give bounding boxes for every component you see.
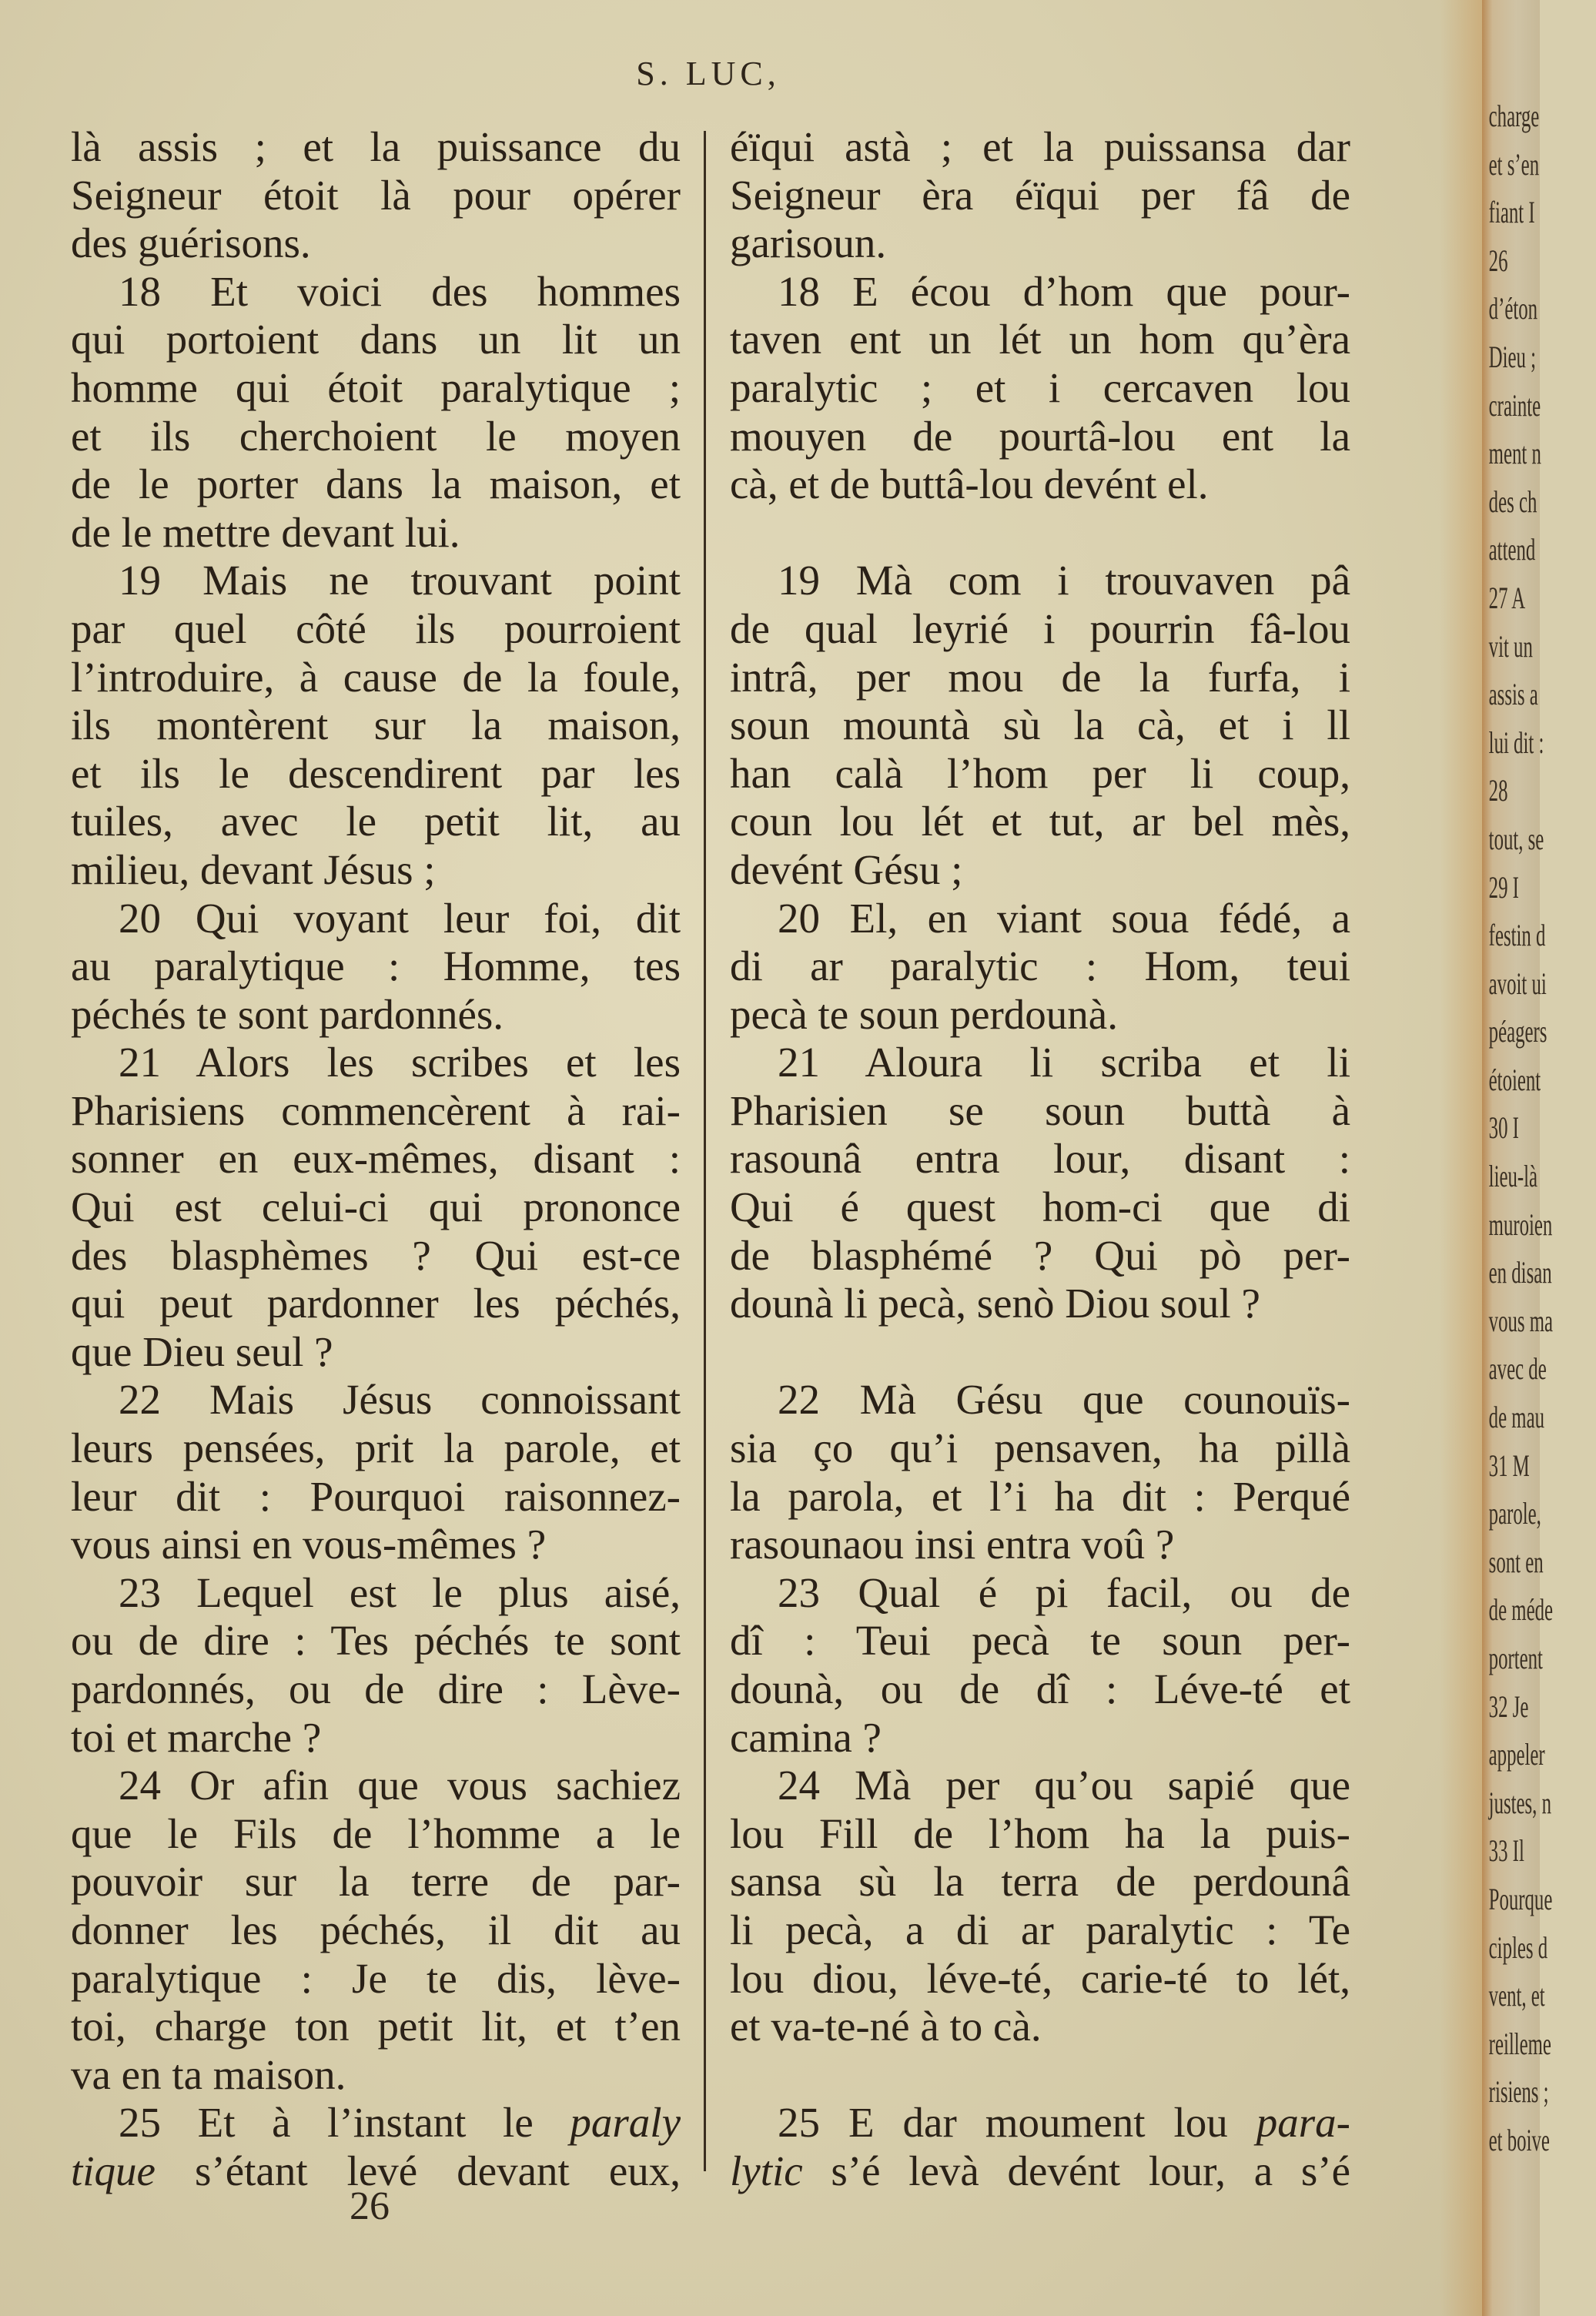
text-line — [71, 509, 681, 557]
line-text: et ils cherchoient le moyen — [71, 412, 681, 460]
adjacent-page-fragment: vit un — [1488, 628, 1533, 664]
italic-word: tique — [71, 2147, 156, 2194]
line-text: han calà l’hom per li coup, — [730, 749, 1350, 797]
line-text: ils montèrent sur la maison, — [71, 701, 681, 749]
line-text: milieu, devant Jésus ; — [71, 845, 436, 893]
line-text: Qui é quest hom-ci que di — [730, 1183, 1350, 1231]
line-text: rasounâ entra lour, disant : — [730, 1135, 1350, 1183]
adjacent-page-fragment: lui dit : — [1488, 725, 1544, 760]
line-text: va en ta maison. — [71, 2050, 346, 2098]
text-line — [730, 557, 1350, 605]
line-text: pecà te soun perdounà. — [730, 990, 1118, 1038]
text-line — [71, 268, 681, 316]
line-text: sia ço qu’i pensaven, ha pillà — [730, 1424, 1350, 1472]
line-text: Seigneur étoit là pour opérer — [71, 171, 681, 219]
text-line — [730, 1473, 1350, 1521]
text-line — [71, 1521, 681, 1569]
text-line — [730, 364, 1350, 413]
text-line — [71, 750, 681, 798]
adjacent-page-fragment: 26 — [1488, 243, 1508, 278]
text-line — [730, 701, 1350, 750]
text-line — [730, 460, 1350, 509]
text-line — [730, 1039, 1350, 1087]
line-text: 23 Qual é pi facil, ou de — [778, 1568, 1350, 1616]
text-line — [71, 1328, 681, 1377]
text-line — [71, 1665, 681, 1714]
adjacent-page-fragment: Dieu ; — [1488, 339, 1536, 374]
line-text: et va-te-né à to cà. — [730, 2003, 1042, 2050]
line-text: là assis ; et la puissance du — [71, 123, 681, 170]
line-text: toi et marche ? — [71, 1713, 322, 1761]
line-text: des guérisons. — [71, 219, 311, 267]
text-line — [730, 1424, 1350, 1473]
line-text: devént Gésu ; — [730, 845, 963, 893]
text-line — [71, 701, 681, 750]
line-text: toi, charge ton petit lit, et t’en — [71, 2003, 681, 2050]
text-line — [71, 1810, 681, 1859]
text-line — [730, 172, 1350, 220]
adjacent-page-fragment: tout, se — [1488, 821, 1544, 856]
text-line — [71, 1858, 681, 1906]
italic-word: lytic — [730, 2147, 803, 2194]
text-line — [730, 2147, 1350, 2196]
adjacent-page-fragment: vent, et — [1488, 1978, 1545, 2013]
line-text: dounà li pecà, senò Diou soul ? — [730, 1280, 1260, 1327]
text-line — [71, 1280, 681, 1328]
line-text: Pharisien se soun buttà à — [730, 1086, 1350, 1134]
line-text: di ar paralytic : Hom, teui — [730, 942, 1350, 990]
adjacent-page-fragment: appeler — [1488, 1737, 1545, 1772]
line-text: 20 Qui voyant leur foi, dit — [119, 894, 681, 942]
text-line — [730, 316, 1350, 364]
adjacent-page-fragment: ciples d — [1488, 1929, 1548, 1965]
adjacent-page-fragment: 29 I — [1488, 869, 1519, 905]
line-text: qui peut pardonner les péchés, — [71, 1280, 681, 1327]
line-text: 22 Mais Jésus connoissant — [119, 1376, 681, 1424]
adjacent-page-fragment: des ch — [1488, 484, 1537, 519]
text-line — [71, 991, 681, 1039]
text-line — [730, 1665, 1350, 1714]
line-text: par quel côté ils pourroient — [71, 604, 681, 652]
text-line — [730, 1569, 1350, 1618]
text-line — [71, 413, 681, 461]
italic-word: para- — [1256, 2099, 1350, 2147]
line-text: pouvoir sur la terre de par- — [71, 1858, 681, 1906]
line-text: li pecà, a di ar paralytic : Te — [730, 1906, 1350, 1953]
line-text: pardonnés, ou de dire : Lève- — [71, 1665, 681, 1712]
adjacent-page-fragment: 31 M — [1488, 1448, 1530, 1483]
line-text: 20 El, en viant soua fédé, a — [778, 894, 1350, 942]
text-line — [71, 1376, 681, 1424]
line-text: rasounaou insi entra voû ? — [730, 1521, 1175, 1568]
text-line — [71, 1906, 681, 1955]
line-text: Qui est celui-ci qui prononce — [71, 1183, 681, 1231]
line-text: éïqui astà ; et la puissansa dar — [730, 123, 1350, 170]
line-text: que Dieu seul ? — [71, 1327, 333, 1375]
line-text: lou diou, léve-té, carie-té to lét, — [730, 1954, 1350, 2002]
adjacent-page-fragment: vous ma — [1488, 1303, 1554, 1338]
text-line — [71, 798, 681, 846]
text-line — [71, 895, 681, 943]
adjacent-page-fragment: risiens ; — [1488, 2074, 1549, 2110]
text-line — [730, 895, 1350, 943]
text-line — [730, 846, 1350, 895]
text-line — [730, 1955, 1350, 2003]
text-line — [71, 1955, 681, 2003]
text-line — [730, 654, 1350, 702]
text-line — [71, 557, 681, 605]
text-line — [71, 1183, 681, 1232]
text-line — [730, 219, 1350, 268]
text-line — [730, 1183, 1350, 1232]
adjacent-page-fragment: péagers — [1488, 1014, 1547, 1049]
line-text: que le Fils de l’homme a le — [71, 1809, 681, 1857]
line-text: de qual leyrié i pourrin fâ-lou — [730, 604, 1350, 652]
line-text: cà, et de buttâ-lou devént el. — [730, 460, 1209, 508]
line-text: des blasphèmes ? Qui est-ce — [71, 1231, 681, 1279]
line-text: 19 Mais ne trouvant point — [119, 557, 681, 604]
adjacent-page-fragment: et boive — [1488, 2122, 1550, 2157]
line-text: de le mettre devant lui. — [71, 508, 460, 556]
line-text: donner les péchés, il dit au — [71, 1906, 681, 1953]
line-text: 21 Alors les scribes et les — [119, 1039, 681, 1086]
line-text: Seigneur èra éïqui per fâ de — [730, 171, 1350, 219]
line-text: 24 Mà per qu’ou sapié que — [778, 1762, 1350, 1809]
line-text: péchés te sont pardonnés. — [71, 990, 504, 1038]
adjacent-page-fragment: avec de — [1488, 1351, 1547, 1387]
line-text: taven ent un lét un hom qu’èra — [730, 316, 1350, 363]
french-column — [71, 123, 681, 2196]
adjacent-page-text — [1482, 92, 1596, 2165]
text-line — [730, 1280, 1350, 1328]
running-head: S. LUC, — [636, 55, 781, 92]
adjacent-page-fragment: 30 I — [1488, 1110, 1519, 1146]
text-line — [71, 123, 681, 172]
line-text: intrâ, per mou de la furfa, i — [730, 653, 1350, 701]
blank-line — [730, 2051, 1350, 2100]
line-text: dî : Teui pecà te soun per- — [730, 1617, 1350, 1665]
text-line — [730, 123, 1350, 172]
text-line — [730, 1521, 1350, 1569]
text-line — [71, 654, 681, 702]
adjacent-page-fragment: 27 A — [1488, 580, 1526, 615]
line-text: camina ? — [730, 1713, 882, 1761]
line-text: la parola, et l’i ha dit : Perqué — [730, 1472, 1350, 1520]
adjacent-page-fragment: de mau — [1488, 1400, 1544, 1435]
adjacent-page-fragment: assis a — [1488, 677, 1538, 712]
line-text: leurs pensées, prit la parole, et — [71, 1424, 681, 1472]
adjacent-page-fragment: sont en — [1488, 1544, 1544, 1579]
adjacent-page-fragment: 33 Il — [1488, 1833, 1524, 1869]
adjacent-page-fragment: lieu-là — [1488, 1159, 1538, 1194]
page-number: 26 — [350, 2184, 390, 2228]
text-line — [71, 219, 681, 268]
text-line — [71, 1232, 681, 1280]
line-text: au paralytique : Homme, tes — [71, 942, 681, 990]
line-text: sonner en eux-mêmes, disant : — [71, 1135, 681, 1183]
text-line — [71, 1714, 681, 1762]
line-text: tuiles, avec le petit lit, au — [71, 798, 681, 845]
text-line — [730, 1714, 1350, 1762]
blank-line — [730, 1328, 1350, 1377]
text-line — [730, 991, 1350, 1039]
text-line — [71, 1569, 681, 1618]
adjacent-page-fragment: et s’en — [1488, 146, 1540, 182]
line-text: homme qui étoit paralytique ; — [71, 363, 681, 411]
text-line — [71, 1424, 681, 1473]
line-text: de blasphémé ? Qui pò per- — [730, 1231, 1350, 1279]
line-text: s’é levà devént lour, a s’é — [802, 2147, 1350, 2194]
text-line — [71, 2003, 681, 2051]
adjacent-page-fragment: justes, n — [1488, 1785, 1551, 1820]
text-line — [71, 1617, 681, 1665]
line-text: paralytic ; et i cercaven lou — [730, 363, 1350, 411]
adjacent-page-fragment: ment n — [1488, 436, 1541, 471]
line-text: et ils le descendirent par les — [71, 749, 681, 797]
adjacent-page-fragment: reilleme — [1488, 2026, 1551, 2061]
italic-word: paraly — [570, 2099, 681, 2147]
text-line — [730, 1617, 1350, 1665]
line-text: 18 E écou d’hom que pour- — [778, 267, 1350, 315]
line-text: de le porter dans la maison, et — [71, 460, 681, 508]
text-line — [730, 1135, 1350, 1183]
line-text: vous ainsi en vous-mêmes ? — [71, 1521, 547, 1568]
line-text: dounà, ou de dî : Léve-té et — [730, 1665, 1350, 1712]
line-text: 21 Aloura li scriba et li — [778, 1039, 1350, 1086]
text-line — [730, 942, 1350, 991]
adjacent-page-fragment: fiant I — [1488, 195, 1535, 230]
line-text: lou Fill de l’hom ha la puis- — [730, 1809, 1350, 1857]
line-text: 23 Lequel est le plus aisé, — [119, 1568, 681, 1616]
line-text: 19 Mà com i trouvaven pâ — [778, 557, 1350, 604]
line-text: coun lou lét et tut, ar bel mès, — [730, 798, 1350, 845]
adjacent-page-fragment: d’éton — [1488, 291, 1538, 326]
line-text: 18 Et voici des hommes — [119, 267, 681, 315]
text-line — [71, 605, 681, 654]
adjacent-page-fragment: attend — [1488, 532, 1536, 567]
line-text: 25 E dar moument lou — [778, 2099, 1256, 2147]
text-line — [71, 460, 681, 509]
text-line — [730, 413, 1350, 461]
line-text: 25 Et à l’instant le — [119, 2099, 570, 2147]
adjacent-page-fragment: en disan — [1488, 1255, 1552, 1290]
line-text: 22 Mà Gésu que counouïs- — [778, 1376, 1350, 1424]
text-line — [730, 1232, 1350, 1280]
adjacent-page-fragment: muroien — [1488, 1207, 1553, 1242]
adjacent-page-fragment: festin d — [1488, 918, 1546, 953]
line-text: paralytique : Je te dis, lève- — [71, 1954, 681, 2002]
text-line — [71, 942, 681, 991]
text-line — [730, 2099, 1350, 2147]
adjacent-page-fragment: de méde — [1488, 1592, 1553, 1628]
line-text: mouyen de pourtâ-lou ent la — [730, 412, 1350, 460]
text-line — [71, 846, 681, 895]
text-line — [71, 172, 681, 220]
text-line — [71, 1087, 681, 1136]
blank-line — [730, 509, 1350, 557]
text-line — [730, 1858, 1350, 1906]
text-line — [71, 2099, 681, 2147]
text-line — [71, 1473, 681, 1521]
text-line — [730, 2003, 1350, 2051]
adjacent-page-fragment: Pourque — [1488, 1881, 1553, 1916]
text-line — [71, 2051, 681, 2100]
text-line — [730, 268, 1350, 316]
adjacent-page-fragment: parole, — [1488, 1496, 1541, 1531]
line-text: Pharisiens commencèrent à rai- — [71, 1086, 681, 1134]
text-line — [730, 1087, 1350, 1136]
adjacent-page-fragment: avoit ui — [1488, 966, 1547, 1001]
nissart-column — [730, 123, 1350, 2196]
column-divider — [704, 131, 706, 2171]
text-line — [71, 1135, 681, 1183]
text-line — [71, 364, 681, 413]
adjacent-page-fragment: étoient — [1488, 1062, 1541, 1097]
text-line — [730, 798, 1350, 846]
text-line — [730, 605, 1350, 654]
line-text: ou de dire : Tes péchés te sont — [71, 1617, 681, 1665]
text-line — [71, 1762, 681, 1810]
text-line — [730, 750, 1350, 798]
text-line — [71, 1039, 681, 1087]
line-text: soun mountà sù la cà, et i ll — [730, 701, 1350, 749]
line-text: s’étant levé devant eux, — [155, 2147, 681, 2194]
adjacent-page-fragment: charge — [1488, 99, 1540, 133]
line-text: garisoun. — [730, 219, 887, 267]
text-line — [730, 1376, 1350, 1424]
line-text: 24 Or afin que vous sachiez — [119, 1762, 681, 1809]
line-text: leur dit : Pourquoi raisonnez- — [71, 1472, 681, 1520]
adjacent-page-fragment: crainte — [1488, 387, 1541, 423]
line-text: sansa sù la terra de perdounâ — [730, 1858, 1350, 1906]
text-line — [730, 1906, 1350, 1955]
line-text: l’introduire, à cause de la foule, — [71, 653, 681, 701]
text-line — [71, 316, 681, 364]
text-line — [730, 1762, 1350, 1810]
adjacent-page-fragment: 32 Je — [1488, 1688, 1529, 1724]
adjacent-page-edge — [1482, 0, 1554, 2316]
adjacent-page-fragment: 28 — [1488, 773, 1508, 808]
line-text: qui portoient dans un lit un — [71, 316, 681, 363]
text-line — [730, 1810, 1350, 1859]
adjacent-page-fragment: portent — [1488, 1641, 1543, 1675]
